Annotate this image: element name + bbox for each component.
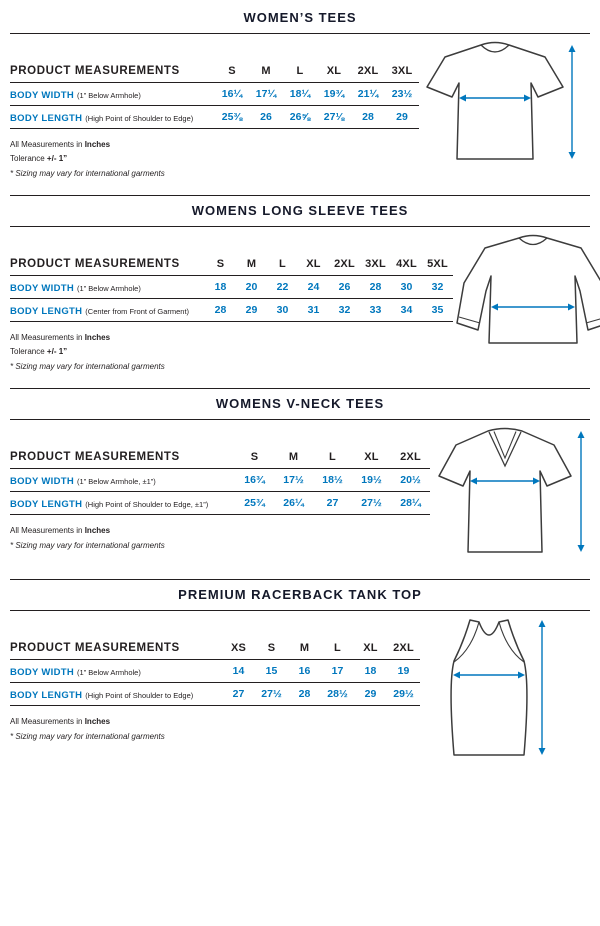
measurement-value: 28	[214, 304, 227, 316]
measurement-value: 26¼	[283, 497, 304, 509]
measurement-value: 29	[396, 111, 408, 123]
size-col-header: L	[296, 65, 304, 77]
v-neck-tee-diagram	[430, 424, 588, 560]
size-col-header: 5XL	[427, 258, 448, 270]
size-col-header: 3XL	[365, 258, 386, 270]
measurement-value: 18½	[322, 474, 343, 486]
section-title: WOMENS V-NECK TEES	[215, 396, 385, 411]
tolerance-bold: +/- 1”	[46, 347, 68, 356]
section-premium-racerback-tank-top	[10, 579, 590, 766]
measurement-value: 30	[276, 304, 289, 316]
measurements-heading: PRODUCT MEASUREMENTS	[10, 451, 180, 463]
measurement-row	[10, 276, 453, 299]
section-title: WOMENS LONG SLEEVE TEES	[191, 203, 409, 218]
tank-illustration	[428, 615, 554, 766]
measurement-value: 20½	[400, 474, 421, 486]
measurements-unit-note	[10, 715, 420, 729]
measurement-value: 26	[260, 111, 272, 123]
measurement-label	[10, 301, 205, 319]
measurement-value: 17	[331, 665, 344, 677]
measurements-unit-note	[10, 331, 453, 345]
measurement-value: 14	[232, 665, 245, 677]
measurement-value: 34	[400, 304, 413, 316]
measurements-heading: PRODUCT MEASUREMENTS	[10, 258, 180, 270]
section-body	[10, 611, 590, 766]
measurement-note: (1” Below Armhole, ±1”)	[77, 477, 156, 486]
measurement-value: 29½	[393, 688, 414, 700]
measurement-table	[10, 446, 430, 553]
measurement-name: BODY WIDTH	[10, 90, 75, 101]
size-col-header: 2XL	[357, 65, 379, 77]
tolerance-note	[10, 345, 453, 359]
size-col-header: 2XL	[334, 258, 355, 270]
size-col-header: XL	[326, 65, 342, 77]
measurement-value: 28¼	[400, 497, 421, 509]
section-header	[10, 579, 590, 611]
unit-note-bold: Inches	[84, 333, 111, 342]
size-col-header: L	[334, 642, 341, 654]
measurement-value: 19¾	[323, 88, 345, 100]
size-col-header: L	[329, 451, 336, 463]
measurement-value: 29	[245, 304, 258, 316]
measurement-name: BODY WIDTH	[10, 476, 75, 487]
unit-note-text: All Measurements in	[10, 333, 85, 342]
measurement-value: 16¾	[244, 474, 265, 486]
measurement-name: BODY LENGTH	[10, 113, 83, 124]
tolerance-bold: +/- 1”	[46, 154, 68, 163]
size-col-header: S	[216, 258, 225, 270]
measurement-note: (1” Below Armhole)	[77, 91, 141, 100]
size-col-header: M	[261, 65, 271, 77]
measurement-value: 15	[265, 665, 278, 677]
measurement-label	[10, 494, 235, 512]
measurement-name: BODY LENGTH	[10, 499, 83, 510]
size-col-header: S	[250, 451, 259, 463]
tolerance-text: Tolerance	[10, 347, 47, 356]
unit-note-text: All Measurements in	[10, 140, 85, 149]
section-title: PREMIUM RACERBACK TANK TOP	[178, 587, 422, 602]
section-header	[10, 388, 590, 420]
footnotes	[10, 715, 420, 744]
unit-note-text: All Measurements in	[10, 717, 85, 726]
measurement-value: 19	[397, 665, 410, 677]
size-col-header: XL	[364, 451, 379, 463]
measurement-row	[10, 492, 430, 515]
v-neck-outline	[439, 429, 571, 553]
length-arrow	[569, 45, 576, 159]
measurement-note: (High Point of Shoulder to Edge, ±1”)	[85, 500, 209, 509]
measurement-value: 18	[364, 665, 377, 677]
measurement-label	[10, 85, 215, 103]
measurement-row	[10, 106, 419, 129]
measurement-value: 26⅝	[289, 111, 311, 123]
measurement-value: 35	[431, 304, 444, 316]
measurement-row	[10, 683, 420, 706]
section-womens-tees	[10, 6, 590, 181]
measurement-value: 20	[245, 281, 258, 293]
section-body	[10, 34, 590, 181]
measurements-unit-note	[10, 524, 430, 538]
measurement-value: 31	[307, 304, 320, 316]
size-col-header: 2XL	[393, 642, 414, 654]
measurement-value: 17½	[283, 474, 304, 486]
measurement-value: 25¾	[244, 497, 265, 509]
tolerance-text: Tolerance	[10, 154, 47, 163]
measurement-note: (1” Below Armhole)	[77, 668, 141, 677]
measurement-value: 16¼	[221, 88, 243, 100]
measurement-note: (Center from Front of Garment)	[85, 307, 190, 316]
table-header-row	[10, 253, 453, 276]
measurement-table	[10, 60, 419, 181]
measurement-value: 21¼	[357, 88, 379, 100]
measurement-name: BODY WIDTH	[10, 667, 75, 678]
size-col-header: 3XL	[391, 65, 413, 77]
measurement-row	[10, 83, 419, 106]
measurement-label	[10, 471, 235, 489]
size-col-header: S	[267, 642, 276, 654]
measurement-note: (High Point of Shoulder to Edge)	[85, 691, 194, 700]
size-col-header: XS	[230, 642, 247, 654]
footnotes	[10, 524, 430, 553]
measurements-heading: PRODUCT MEASUREMENTS	[10, 642, 180, 654]
measurement-value: 18¼	[289, 88, 311, 100]
size-col-header: S	[228, 65, 236, 77]
long-sleeve-outline	[457, 236, 600, 344]
footnotes	[10, 331, 453, 374]
size-col-header: M	[288, 451, 299, 463]
tee-diagram	[420, 38, 580, 171]
unit-note-bold: Inches	[84, 717, 111, 726]
section-body	[10, 227, 590, 374]
size-col-header: M	[299, 642, 310, 654]
measurement-value: 18	[214, 281, 227, 293]
section-header	[10, 195, 590, 227]
section-womens-long-sleeve-tees	[10, 195, 590, 374]
length-arrow	[578, 431, 585, 552]
tolerance-note	[10, 152, 419, 166]
unit-note-bold: Inches	[84, 140, 111, 149]
measurement-note: (1” Below Armhole)	[77, 284, 141, 293]
measurement-value: 24	[307, 281, 320, 293]
international-sizing-note: * Sizing may vary for international garments	[10, 732, 165, 741]
measurement-value: 27	[232, 688, 245, 700]
measurement-value: 16	[298, 665, 311, 677]
unit-note-bold: Inches	[84, 526, 111, 535]
measurement-value: 32	[431, 281, 444, 293]
racerback-tank-diagram	[428, 615, 554, 761]
measurement-value: 33	[369, 304, 382, 316]
measurement-value: 28	[369, 281, 382, 293]
measurement-value: 17¼	[255, 88, 277, 100]
measurement-label	[10, 662, 222, 680]
size-col-header: XL	[363, 642, 378, 654]
unit-note-text: All Measurements in	[10, 526, 85, 535]
size-col-header: 4XL	[396, 258, 417, 270]
international-sizing-note: * Sizing may vary for international garments	[10, 169, 165, 178]
measurement-name: BODY LENGTH	[10, 306, 83, 317]
section-body	[10, 420, 590, 565]
measurement-value: 28	[362, 111, 374, 123]
measurement-value: 23½	[391, 88, 413, 100]
measurements-unit-note	[10, 138, 419, 152]
measurement-value: 28	[298, 688, 311, 700]
measurement-value: 32	[338, 304, 351, 316]
tee-illustration	[420, 38, 580, 176]
measurement-row	[10, 660, 420, 683]
measurement-value: 27	[326, 497, 339, 509]
long-sleeve-tee-diagram	[453, 231, 600, 351]
size-col-header: XL	[306, 258, 321, 270]
measurement-value: 27½	[261, 688, 282, 700]
size-col-header: L	[279, 258, 286, 270]
table-header-row	[10, 60, 419, 83]
measurement-value: 25⅜	[221, 111, 243, 123]
measurement-label	[10, 278, 205, 296]
measurement-label	[10, 108, 215, 126]
measurement-table	[10, 253, 453, 374]
length-arrow	[539, 620, 546, 755]
measurement-value: 26	[338, 281, 351, 293]
table-header-row	[10, 446, 430, 469]
measurement-row	[10, 299, 453, 322]
measurement-value: 19½	[361, 474, 382, 486]
vneck-illustration	[430, 424, 588, 565]
section-womens-v-neck-tees	[10, 388, 590, 565]
measurement-note: (High Point of Shoulder to Edge)	[85, 114, 194, 123]
footnotes	[10, 138, 419, 181]
size-col-header: M	[246, 258, 257, 270]
measurement-value: 29	[364, 688, 377, 700]
international-sizing-note: * Sizing may vary for international garments	[10, 541, 165, 550]
section-title: WOMEN’S TEES	[243, 10, 357, 25]
measurement-name: BODY LENGTH	[10, 690, 83, 701]
tank-outline	[451, 620, 527, 755]
section-header	[10, 6, 590, 34]
size-col-header: 2XL	[400, 451, 421, 463]
measurement-value: 22	[276, 281, 289, 293]
international-sizing-note: * Sizing may vary for international garments	[10, 362, 165, 371]
measurement-row	[10, 469, 430, 492]
longsleeve-illustration	[453, 231, 600, 356]
measurement-value: 28½	[327, 688, 348, 700]
measurement-value: 27⅛	[323, 111, 345, 123]
measurement-value: 27½	[361, 497, 382, 509]
measurements-heading: PRODUCT MEASUREMENTS	[10, 65, 180, 77]
measurement-name: BODY WIDTH	[10, 283, 75, 294]
tee-outline	[427, 43, 563, 160]
measurement-value: 30	[400, 281, 413, 293]
measurement-table	[10, 637, 420, 744]
measurement-label	[10, 685, 222, 703]
table-header-row	[10, 637, 420, 660]
